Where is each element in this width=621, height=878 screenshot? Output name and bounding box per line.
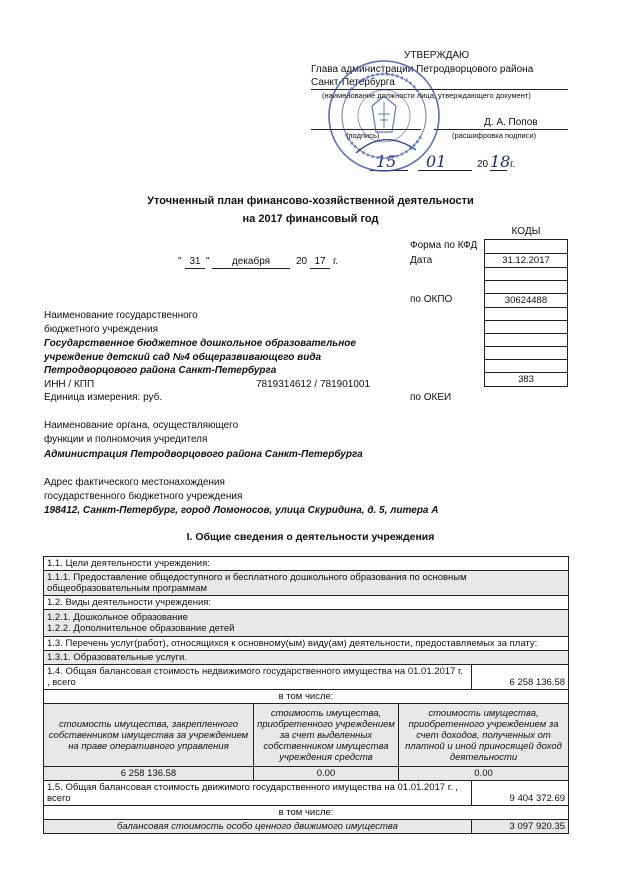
label-okei: по ОКЕИ [410, 392, 452, 403]
codes-box [484, 239, 568, 387]
institution-name-line3: Петродворцового района Санкт-Петербурга [44, 365, 277, 376]
code-cell: 383 [485, 373, 568, 387]
approval-year-field [490, 152, 511, 171]
label-date: Дата [410, 255, 433, 266]
official-seal [326, 58, 442, 174]
general-info-table [43, 556, 569, 834]
plan-date-month: декабря [231, 256, 271, 267]
institution-label-line1: Наименование государственного [44, 310, 198, 321]
approval-title: УТВЕРЖДАЮ [404, 50, 470, 61]
table-cell: 6 258 136.58 [472, 665, 569, 690]
table-row [44, 665, 569, 690]
table-row [44, 690, 569, 704]
table-row [44, 596, 569, 610]
code-cell [485, 281, 568, 294]
plan-date-year-prefix: 20 [296, 256, 308, 267]
institution-name-line2: учреждение детский сад №4 общеразвивающего вида [44, 352, 322, 363]
activity-2: 1.2.2. Дополнительное образование детей [47, 623, 235, 634]
table-cell: 0.00 [399, 767, 569, 781]
approval-date-suffix: г. [510, 159, 516, 170]
table-row [44, 704, 569, 767]
table-cell: стоимость имущества, закрепленного собственником имущества за учреждением на праве оперативного управления [44, 704, 254, 767]
table-cell: 1.4. Общая балансовая стоимость недвижимого государственного имущества на 01.01.2017 г. , всего [44, 665, 472, 690]
label-form-kfd: Форма по КФД [410, 240, 478, 251]
code-cell [485, 308, 568, 321]
approver-position-line2-text: Санкт-Петербурга [311, 77, 395, 88]
signature-caption: (подпись) [346, 131, 380, 140]
table-cell: 0.00 [254, 767, 399, 781]
code-cell [485, 240, 568, 254]
document-subtitle: на 2017 финансовый год [242, 213, 379, 225]
approval-month: 01 [426, 152, 447, 171]
table-row [44, 651, 569, 665]
code-cell [485, 347, 568, 360]
approver-position-line1: Глава администрации Петродворцового района [311, 64, 534, 75]
table-cell: 9 404 372.69 [472, 781, 569, 806]
plan-date-year-field [310, 256, 330, 269]
address-label-line1: Адрес фактического местонахождения [44, 477, 225, 488]
approval-day: 15 [376, 152, 397, 171]
institution-label-line2: бюджетного учреждения [44, 324, 159, 335]
activity-1: 1.2.1. Дошкольное образование [47, 612, 188, 623]
table-cell: в том числе: [44, 690, 569, 704]
address-label-line2: государственного бюджетного учреждения [44, 491, 243, 502]
table-cell: 6 258 136.58 [44, 767, 254, 781]
table-cell: 3 097 920.35 [472, 820, 569, 834]
table-row [44, 637, 569, 651]
table-cell: 1.1.1. Предоставление общедоступного и бесплатного дошкольного образования по основным общеобразовательным программам [44, 571, 569, 596]
code-cell: 30624488 [485, 294, 568, 308]
table-cell: в том числе: [44, 806, 569, 820]
plan-date-suffix: г. [333, 256, 339, 267]
inn-kpp-value: 7819314612 / 781901001 [256, 379, 371, 390]
inn-kpp-label: ИНН / КПП [44, 379, 95, 390]
table-cell: 1.1. Цели деятельности учреждения: [44, 557, 569, 571]
table-row [44, 557, 569, 571]
table-cell: 1.3. Перечень услуг(работ), относящихся к основному(ым) виду(ам) деятельности, предоставляемых за плату: [44, 637, 569, 651]
table-row [44, 806, 569, 820]
founder-label-line2: функции и полномочия учредителя [44, 434, 208, 445]
plan-date-quote-open: " [178, 256, 182, 267]
table-row [44, 781, 569, 806]
table-cell: 1.2. Виды деятельности учреждения: [44, 596, 569, 610]
table-row [44, 610, 569, 637]
table-row [44, 767, 569, 781]
section-title: I. Общие сведения о деятельности учреждения [186, 531, 435, 543]
unit-label: Единица измерения: руб. [44, 392, 163, 403]
code-cell: 31.12.2017 [485, 254, 568, 268]
codes-header: КОДЫ [511, 226, 541, 237]
table-cell: балансовая стоимость особо ценного движимого имущества [44, 820, 472, 834]
name-caption: (расшифровка подписи) [452, 131, 537, 140]
code-cell [485, 360, 568, 373]
plan-date-day: 31 [189, 256, 201, 267]
institution-name-line1: Государственное бюджетное дошкольное образовательное [44, 338, 356, 349]
table-cell: стоимость имущества, приобретенного учреждением за счет доходов, полученных от платной и иной приносящей доход деятельности [399, 704, 569, 767]
label-okpo: по ОКПО [410, 294, 453, 305]
address-value: 198412, Санкт-Петербург, город Ломоносов, улица Скуридина, д. 5, литера А [44, 505, 439, 516]
position-caption: (наименование должности лица, утверждающего документ) [322, 91, 531, 100]
plan-date-day-field [185, 256, 205, 269]
approver-name: Д. А. Попов [484, 117, 538, 128]
table-row [44, 571, 569, 596]
document-title: Уточненный план финансово-хозяйственной деятельности [147, 195, 474, 207]
code-cell [485, 268, 568, 281]
approval-year: 18 [490, 152, 511, 171]
founder-name: Администрация Петродворцового района Санкт-Петербурга [44, 449, 363, 460]
table-row [44, 820, 569, 834]
table-cell: стоимость имущества, приобретенного учреждением за счет выделенных собственником имущества учреждения средств [254, 704, 399, 767]
plan-date-quote-close: " [206, 256, 210, 267]
code-cell [485, 334, 568, 347]
approval-year-prefix: 20 [477, 159, 489, 170]
approver-name-line [434, 117, 568, 130]
table-cell: 1.3.1. Образовательные услуги. [44, 651, 569, 665]
table-cell: 1.5. Общая балансовая стоимость движимого государственного имущества на 01.01.2017 г. , всего [44, 781, 472, 806]
plan-date-month-field [212, 256, 290, 269]
plan-date-year: 17 [314, 256, 326, 267]
founder-label-line1: Наименование органа, осуществляющего [44, 420, 239, 431]
code-cell [485, 321, 568, 334]
